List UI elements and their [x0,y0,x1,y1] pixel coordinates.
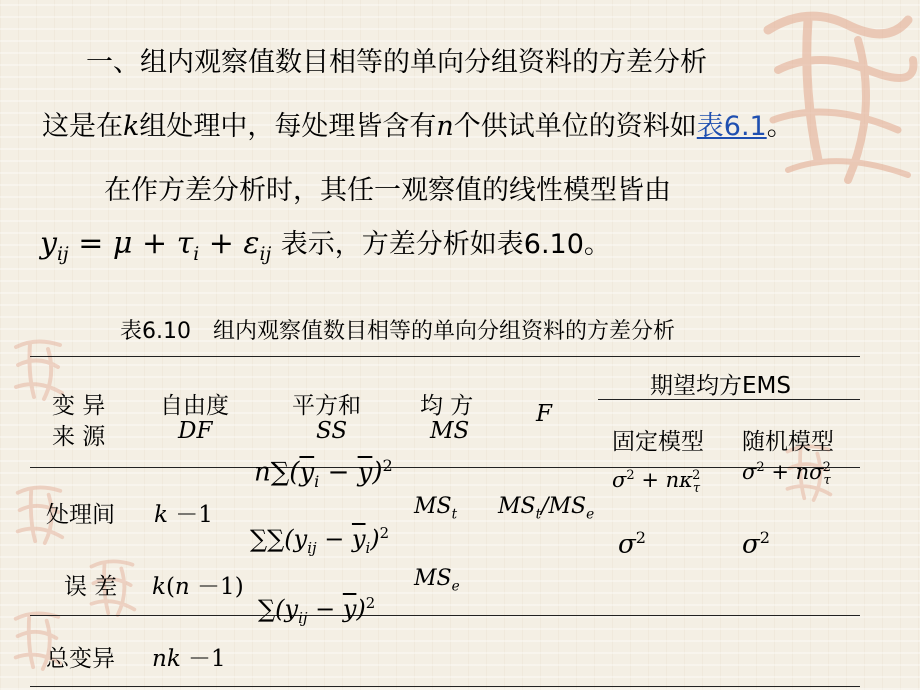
intro-var-k: k [123,111,140,142]
intro-text-d: 。 [766,111,794,142]
header-ms-bottom: MS [430,418,470,444]
row-error-source: 误 差 [64,574,118,600]
header-source-top: 变 异 [52,393,106,419]
row-treatment-ss: $n\sum(\overline{y}_i - \overline{y})^2$ [254,456,393,491]
table-6-1-link[interactable]: 表6.1 [696,111,767,142]
row-total-df: nk －1 [152,646,226,672]
header-source-bottom: 来 源 [52,424,106,450]
row-treatment-ems-random: $\sigma^2 + n\sigma_\tau^2$ [742,460,831,489]
row-treatment-ms: $MS_t$ [414,494,458,523]
header-df-bottom: DF [178,418,213,444]
header-ems-random: 随机模型 [742,429,834,455]
row-error-ems-fixed: $\sigma^2$ [618,528,646,560]
linear-model-formula: $y_{ij} = \mu + \tau_i + \varepsilon_{ij}$ [40,226,272,265]
seal-watermark-top-right [748,0,920,200]
row-error-ems-random: $\sigma^2$ [742,528,770,560]
table-caption: 表6.10 组内观察值数目相等的单向分组资料的方差分析 [120,319,675,344]
header-ems-fixed: 固定模型 [612,429,704,455]
section-heading: 一、组内观察值数目相等的单向分组资料的方差分析 [86,47,707,78]
table-bottom-rule [30,686,860,687]
header-ss-top: 平方和 [292,393,361,419]
formula-line [40,222,611,265]
row-error-ms: $MS_e$ [414,566,460,595]
header-ss-bottom: SS [316,418,348,444]
intro-text-c: 个供试单位的资料如 [453,111,697,142]
row-total-ss: $\sum(y_{ij} - \overline{y})^2$ [258,594,376,627]
row-treatment-ems-fixed: $\sigma^2 + n\kappa_\tau^2$ [612,468,701,497]
model-paragraph: 在作方差分析时，其任一观察值的线性模型皆由 [104,175,671,206]
header-ems-group: 期望均方EMS [650,373,791,399]
table-header-rule [30,467,860,468]
row-total-source: 总变异 [46,646,115,672]
header-f: F [536,401,552,427]
table-top-rule [30,356,860,357]
row-error-ss: $\sum\sum(y_{ij} - \overline{y}_i)^2$ [250,524,390,557]
header-df-top: 自由度 [160,393,229,419]
header-ms-top: 均 方 [420,393,474,419]
intro-paragraph [42,104,794,143]
intro-text-b: 组处理中，每处理皆含有 [139,111,437,142]
intro-text-a: 这是在 [42,111,123,142]
formula-text: 表示，方差分析如表6.10。 [280,229,611,260]
row-treatment-f: $MS_t/MS_e$ [498,494,595,523]
row-error-df: k(n －1) [152,574,244,600]
intro-var-n: n [436,111,454,142]
row-treatment-df: k －1 [154,502,213,528]
row-treatment-source: 处理间 [46,502,115,528]
table-total-rule [30,615,860,616]
